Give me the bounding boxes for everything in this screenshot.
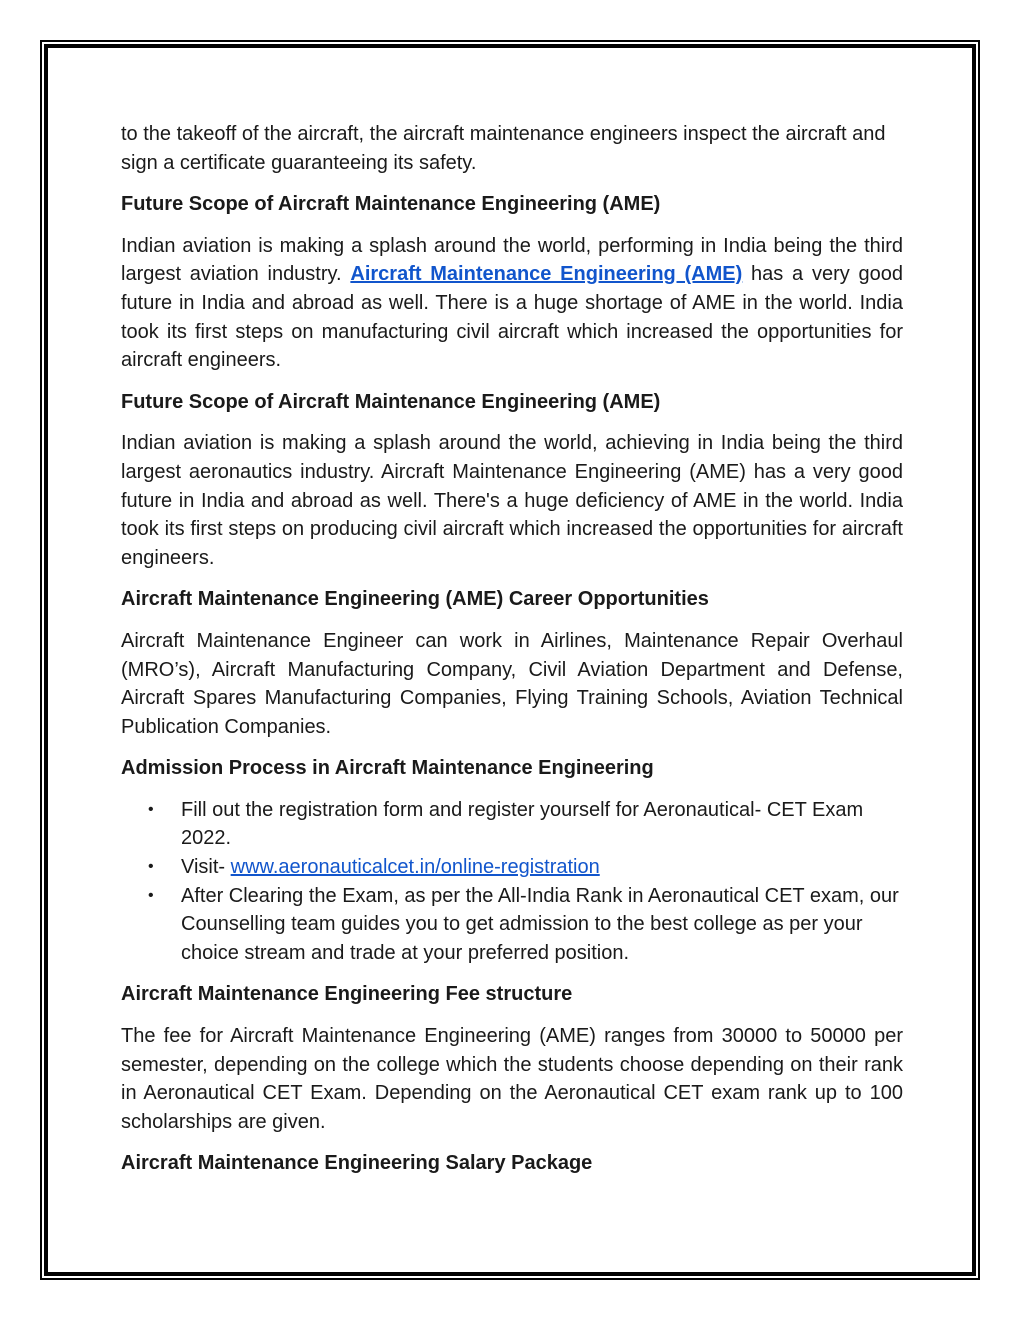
list-item xyxy=(148,882,903,968)
section-heading-future-scope-1: Future Scope of Aircraft Maintenance Engineering (AME) xyxy=(121,193,661,216)
list-item xyxy=(148,853,903,882)
ame-link[interactable]: Aircraft Maintenance Engineering (AME) xyxy=(350,263,743,286)
section-heading-career-opportunities: Aircraft Maintenance Engineering (AME) Career Opportunities xyxy=(121,588,709,611)
registration-link[interactable]: www.aeronauticalcet.in/online-registration xyxy=(230,856,600,879)
bullet-icon: • xyxy=(148,800,154,818)
admission-step-3: After Clearing the Exam, as per the All-India Rank in Aeronautical CET exam, our Counselling team guides you to get admission to the best college as per your choice stream and trade at your preferred position. xyxy=(181,884,899,964)
document-body xyxy=(121,120,903,1191)
section-heading-future-scope-2: Future Scope of Aircraft Maintenance Engineering (AME) xyxy=(121,390,661,413)
future-scope-paragraph-2: Indian aviation is making a splash around the world, achieving in India being the third largest aeronautics industry. Aircraft Maintenance Engineering (AME) has a very good future in India and abroad as well. There's a huge deficiency of AME in the world. India took its first steps on producing civil aircraft which increased the opportunities for aircraft engineers. xyxy=(121,432,903,569)
future-scope-paragraph-1 xyxy=(121,232,903,375)
future-scope-text-after-link: has a very good future in India and abroad as well. There is a huge shortage of AME in the world. India took its first steps on manufacturing civil aircraft which increased the opportunities for aircraft engineers. xyxy=(121,263,903,372)
career-opportunities-paragraph: Aircraft Maintenance Engineer can work in Airlines, Maintenance Repair Overhaul (MRO’s), Aircraft Manufacturing Company, Civil Aviation Department and Defense, Aircraft Spares Manufacturing Companies, Flying Training Schools, Aviation Technical Publication Companies. xyxy=(121,629,903,738)
bullet-icon: • xyxy=(148,886,154,904)
admission-step-2-prefix: Visit- xyxy=(181,856,231,879)
section-heading-fee-structure: Aircraft Maintenance Engineering Fee structure xyxy=(121,983,573,1006)
admission-steps-list xyxy=(121,796,903,968)
admission-step-1: Fill out the registration form and register yourself for Aeronautical- CET Exam 2022. xyxy=(181,798,864,850)
list-item xyxy=(148,796,903,853)
fee-structure-paragraph: The fee for Aircraft Maintenance Engineering (AME) ranges from 30000 to 50000 per semester, depending on the college which the students choose depending on their rank in Aeronautical CET Exam. Depending on the Aeronautical CET exam rank up to 100 scholarships are given. xyxy=(121,1025,903,1133)
future-scope-text-before-link: Indian aviation is making a splash around the world, performing in India being the third largest aviation industry. xyxy=(121,234,903,286)
section-heading-salary-package: Aircraft Maintenance Engineering Salary Package xyxy=(121,1152,593,1175)
section-heading-admission-process: Admission Process in Aircraft Maintenance Engineering xyxy=(121,757,654,780)
intro-paragraph: to the takeoff of the aircraft, the aircraft maintenance engineers inspect the aircraft and sign a certificate guaranteeing its safety. xyxy=(121,123,886,174)
bullet-icon: • xyxy=(148,858,154,876)
